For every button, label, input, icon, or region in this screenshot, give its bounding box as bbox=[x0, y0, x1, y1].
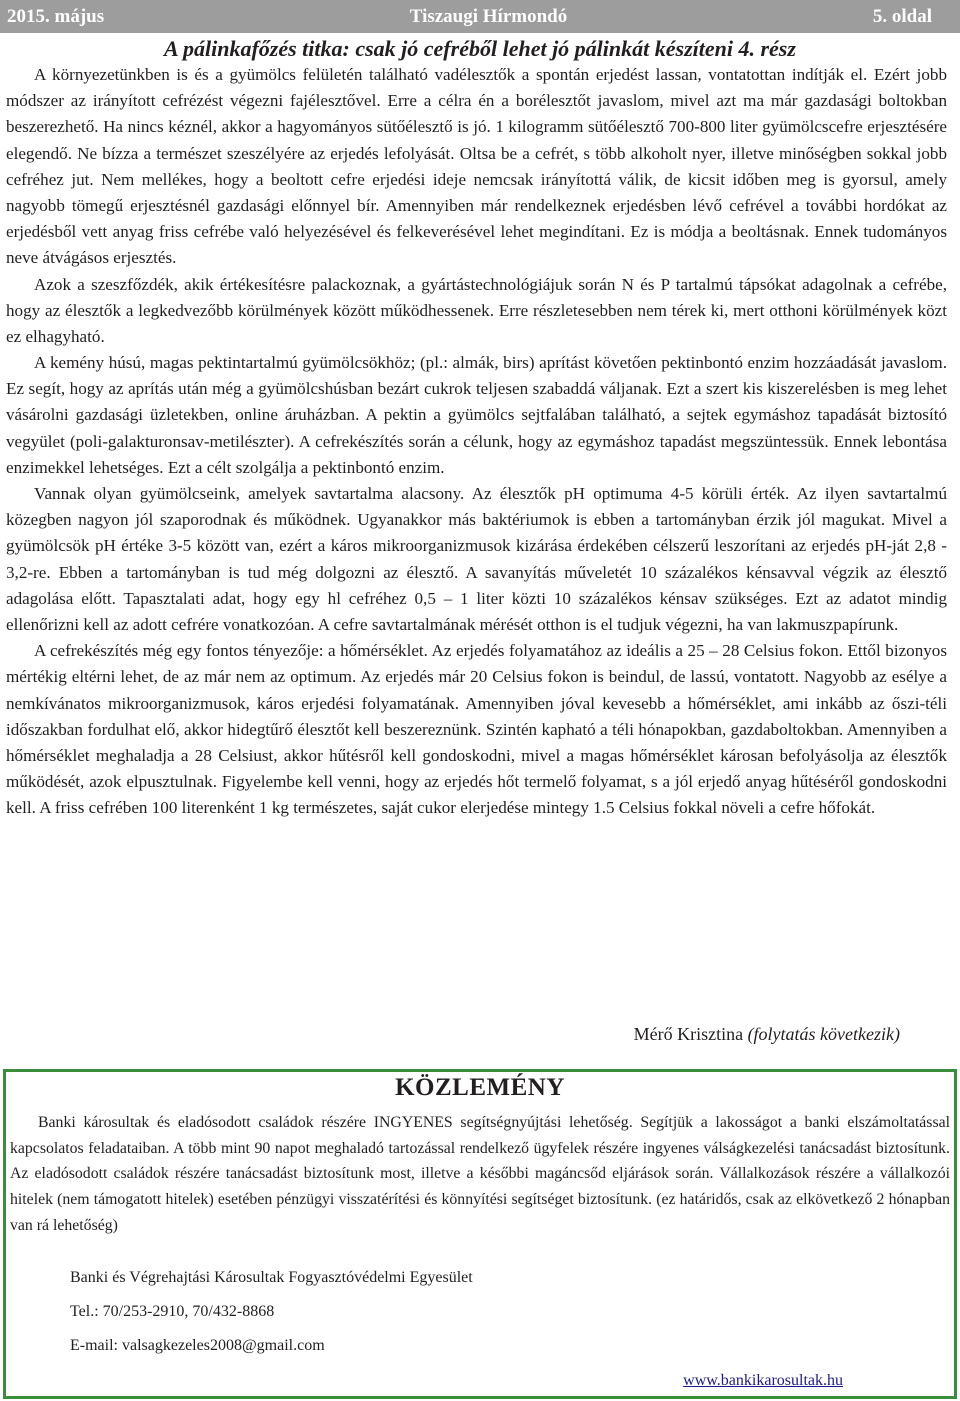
page-number: 5. oldal bbox=[872, 5, 932, 27]
email-address: E-mail: valsagkezeles2008@gmail.com bbox=[70, 1337, 325, 1354]
website-link[interactable]: www.bankikarosultak.hu bbox=[683, 1372, 843, 1389]
author-name: Mérő Krisztina bbox=[633, 1024, 744, 1044]
issue-date: 2015. május bbox=[7, 5, 105, 27]
article-title: A pálinkafőzés titka: csak jó cefréből lehet jó pálinkát készíteni 4. rész bbox=[164, 36, 796, 61]
article-paragraph: Azok a szeszfőzdék, akik értékesítésre palackoznak, a gyártástechnológiájuk során N és P tartalmú tápsókat adagolnak a cefrébe, hogy az élesztők a legkedvezőbb körülmények között működhessenek. Erre részletesebben nem térek ki, mert otthoni körülmények közt ez elhagyható. bbox=[6, 274, 947, 346]
notice-paragraph: Banki károsultak és eladósodott családok részére INGYENES segítségnyújtási lehetőség. Segítjük a lakosságot a banki elszámoltatással kapcsolatos feladataiban. A több mint 90 napot meghaladó tartozással rendelkező ügyfelek részére ingyenes válságkezelési tanácsadást biztosítunk. Az eladósodott családok részére tanácsadást biztosítunk most, illetve a későbbi magáncsőd eljárások során. Vállalkozások részére a vállalkozói hitelek (nem támogatott hitelek) esetében pénzügyi visszatérítési és könnyítési segítséget biztosítunk. (ez határidős, csak az elkövetkező 2 hónapban van rá lehetőség) bbox=[10, 1114, 950, 1234]
notice-title: KÖZLEMÉNY bbox=[395, 1074, 565, 1101]
article-body bbox=[6, 62, 947, 821]
page-header bbox=[0, 0, 960, 33]
article-paragraph: A kemény húsú, magas pektintartalmú gyümölcsökhöz; (pl.: almák, birs) aprítást követően pektinbontó enzim hozzáadását javaslom. Ez segít, hogy az aprítás után még a gyümölcshúsban bezárt cukrok teljesen szabaddá váljanak. Ezt a szert kis kiszerelésben is meg lehet vásárolni gazdasági üzletekben, online áruházban. A pektin a gyümölcs sejtfalában található, a sejtek egymáshoz tapadását biztosító vegyület (poli-galakturonsav-metilészter). A cefrekészítés során a célunk, hogy az egymáshoz tapadást megszüntessük. Ennek lebontása enzimekkel lehetséges. Ezt a célt szolgálja a pektinbontó enzim. bbox=[6, 353, 947, 477]
article-paragraph: A környezetünkben is és a gyümölcs felületén található vadélesztők a spontán erjedést lassan, vontatottan indítják el. Ezért jobb módszer az irányított cefrézést végezni fajélesztővel. Erre a célra én a borélesztőt javaslom, mivel azt ma már gazdasági boltokban beszerezhető. Ha nincs kéznél, akkor a hagyományos sütőélesztő is jó. 1 kilogramm sütőélesztő 700-800 liter gyümölcscefre erjesztésére elegendő. Ne bízza a természet szeszélyére az erjedés lefolyását. Oltsa be a cefrét, s több alkoholt nyer, illetve minőségben sokkal jobb cefréhez jut. Nem mellékes, hogy a beoltott cefre erjedési ideje nemcsak irányítottá válik, de kicsit időben meg is gyorsul, amely nagyobb tömegű erjesztésnél gazdasági előnnyel bír. Amennyiben már rendelkeznek erjedésben lévő cefrével a további hordókat az erjedésből vett anyag friss cefrébe való helyezésével és felkeverésével lehet megindítani. Ez is módja a beoltásnak. Ennek tudományos neve átvágásos erjesztés. bbox=[6, 65, 947, 268]
article-signature bbox=[0, 1021, 900, 1047]
publication-name: Tiszaugi Hírmondó bbox=[409, 5, 568, 27]
article-paragraph: A cefrekészítés még egy fontos tényezője: a hőmérséklet. Az erjedés folyamatához az ideális a 25 – 28 Celsius fokon. Ettől bizonyos mértékig eltérni lehet, de az már nem az optimum. Az erjedés már 20 Celsius fokon is beindul, de lassú, vontatott. Nagyobb az esélye a nemkívánatos mikroorganizmusok, káros erjedési folyamatának. Amennyiben jóval kevesebb a hőmérséklet, ami inkább az őszi-téli időszakban fordulhat elő, akkor hidegtűrő élesztőt kell beszereznünk. Szintén kapható a téli hónapokban, gazdaboltokban. Amennyiben a hőmérséklet meghaladja a 28 Celsiust, akkor hűtésről kell gondoskodni, mivel a magas hőmérséklet károsan befolyásolja az élesztők működését, azok elpusztulnak. Figyelembe kell venni, hogy az erjedés hőt termelő folyamat, s a jól erjedő anyag hűtéséről gondoskodni kell. A friss cefrében 100 literenként 1 kg természetes, saját cukor elerjedése mintegy 1.5 Celsius fokkal növeli a cefre hőfokát. bbox=[6, 641, 947, 818]
article-paragraph: Vannak olyan gyümölcseink, amelyek savtartalma alacsony. Az élesztők pH optimuma 4-5 körüli érték. Az ilyen savtartalmú közegben nagyon jól szaporodnak és működnek. Ugyanakkor más baktériumok is ebben a tartományban érzik jól magukat. Mivel a gyümölcsök pH értéke 3-5 között van, ezért a káros mikroorganizmusok kizárása érdekében célszerű leszorítani az erjedés pH-ját 2,8 - 3,2-re. Ebben a tartományban is tud még dolgozni az élesztő. A savanyítás műveletét 10 százalékos kénsavval végzik az élesztő adagolása előtt. Tapasztalati adat, hogy egy hl cefréhez 0,5 – 1 liter közti 10 százalékos kénsav szükséges. Ezt az adatot mindig ellenőrizni kell az adott cefrére vonatkozóan. A cefre savtartalmának mérését otthon is el tudjuk végezni, ha van lakmuszpapírunk. bbox=[6, 484, 947, 634]
notice-body bbox=[10, 1110, 950, 1239]
continuation-note: (folytatás következik) bbox=[747, 1024, 900, 1044]
phone-number: Tel.: 70/253-2910, 70/432-8868 bbox=[70, 1303, 275, 1320]
organization-name: Banki és Végrehajtási Károsultak Fogyasztóvédelmi Egyesület bbox=[70, 1269, 473, 1286]
